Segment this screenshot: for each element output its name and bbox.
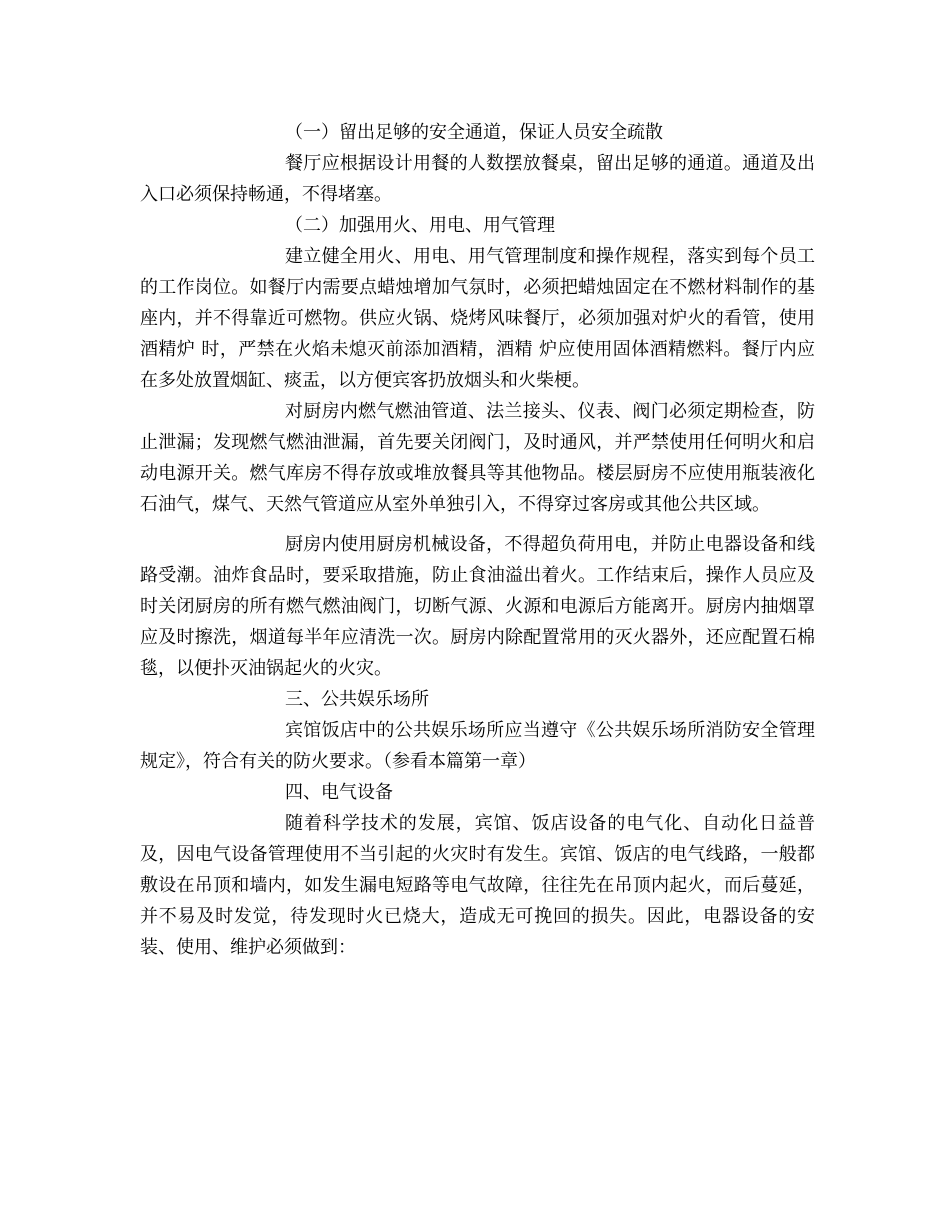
paragraph-2: 建立健全用火、用电、用气管理制度和操作规程，落实到每个员工 的工作岗位。如餐厅内需要点蜡烛增加气氛时，必须把蜡烛固定在不燃材料制作的基座内，并不得靠近可燃物。供应火锅、烧烤风味餐厅，必须加强对炉火的看管，使用酒精炉 时，严禁在火焰未熄灭前添加酒精，酒精 炉应使用固体酒精燃料。餐厅内应在多处放置烟缸、痰盂，以方便宾客扔放烟头和火柴梗。 <box>140 246 815 391</box>
section-heading-4: 四、电气设备 <box>285 782 393 803</box>
paragraph-1: 餐厅应根据设计用餐的人数摆放餐桌，留出足够的通道。通道及出入口必须保持畅通，不得堵塞。 <box>140 153 815 205</box>
section-heading-1: （一）留出足够的安全通道，保证人员安全疏散 <box>285 122 663 143</box>
section-heading-2: （二）加强用火、用电、用气管理 <box>285 215 555 236</box>
paragraph-3: 对厨房内燃气燃油管道、法兰接头、仪表、阀门必须定期检查，防止泄漏；发现燃气燃油泄漏，首先要关闭阀门，及时通风，并严禁使用任何明火和启动电源开关。燃气库房不得存放或堆放餐具等其他物品。楼层厨房不应使用瓶装液化石油气，煤气、天然气管道应从室外单独引入，不得穿过客房或其他公共区域。 <box>140 401 815 515</box>
paragraph-4: 厨房内使用厨房机械设备，不得超负荷用电，并防止电器设备和线路受潮。油炸食品时，要采取措施，防止食油溢出着火。工作结束后，操作人员应及时关闭厨房的所有燃气燃油阀门，切断气源、火源和电源后方能离开。厨房内抽烟罩应及时擦洗，烟道每半年应清洗一次。厨房内除配置常用的灭火器外，还应配置石棉毯，以便扑灭油锅起火的火灾。 <box>140 534 815 679</box>
paragraph-6: 随着科学技术的发展，宾馆、饭店设备的电气化、自动化日益普及，因电气设备管理使用不当引起的火灾时有发生。宾馆、饭店的电气线路，一般都敷设在吊顶和墙内，如发生漏电短路等电气故障，往往先在吊顶内起火，而后蔓延，并不易及时发觉，待发现时火已烧大，造成无可挽回的损失。因此，电器设备的安装、使用、维护必须做到： <box>140 813 815 958</box>
section-heading-3: 三、公共娱乐场所 <box>285 689 429 710</box>
document-body <box>140 117 815 963</box>
paragraph-5: 宾馆饭店中的公共娱乐场所应当遵守《公共娱乐场所消防安全管理规定》，符合有关的防火要求。（参看本篇第一章） <box>140 720 815 772</box>
